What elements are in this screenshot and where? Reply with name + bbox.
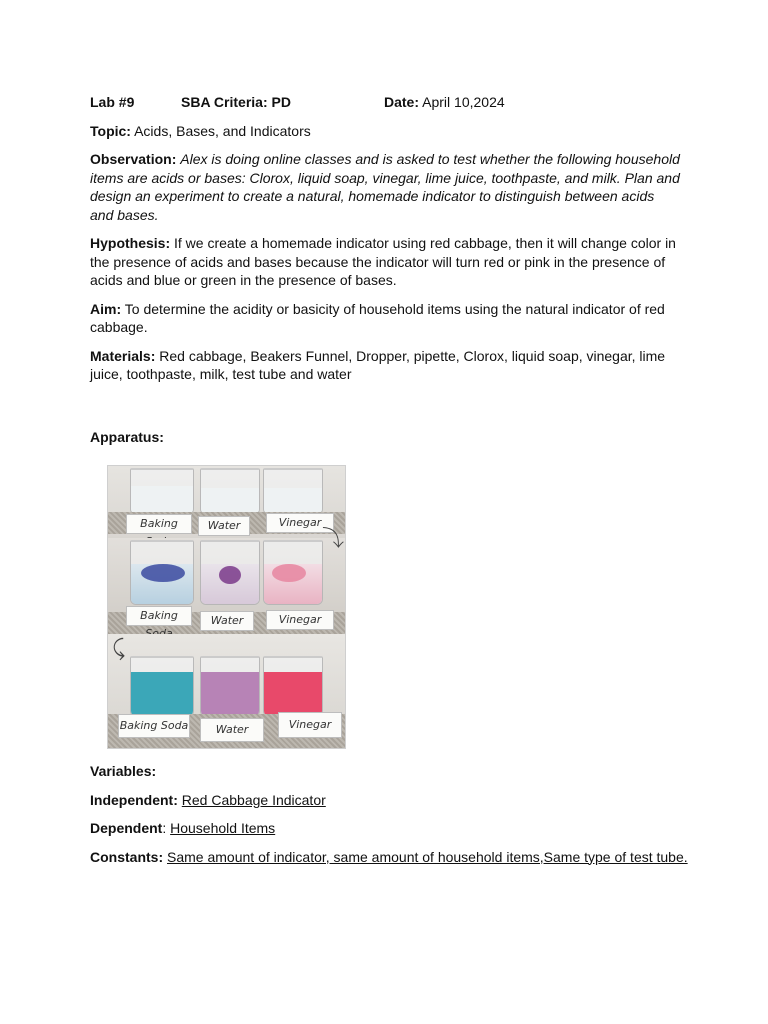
date-label: Date:	[384, 94, 420, 110]
hypothesis-text: If we create a homemade indicator using red cabbage, then it will change color in the presence of acids and bases because the indicator will turn red or pink in the presence of acids and blue or green in the presence of bases.	[90, 235, 676, 288]
observation-label: Observation:	[90, 151, 177, 167]
glass-vinegar-1	[263, 468, 323, 515]
dependent-value: Household Items	[170, 820, 276, 836]
variables-heading: Variables:	[90, 763, 157, 779]
report-header	[90, 93, 680, 112]
independent-label: Independent:	[90, 791, 178, 808]
topic-label: Topic:	[90, 122, 131, 139]
constants-value: Same amount of indicator, same amount of household items,Same type of test tube.	[167, 848, 688, 865]
photo-label-vinegar: Vinegar	[266, 610, 334, 630]
dependent-label: Dependent	[90, 820, 163, 836]
aim-paragraph	[90, 300, 680, 337]
aim-label: Aim:	[90, 300, 122, 317]
glass-water-2	[200, 540, 260, 605]
lab-report	[90, 93, 680, 394]
glass-vinegar-3	[263, 656, 323, 717]
sba-criteria: SBA Criteria: PD	[181, 94, 291, 110]
materials-text: Red cabbage, Beakers Funnel, Dropper, pipette, Clorox, liquid soap, vinegar, lime juice, toothpaste, milk, test tube and water	[90, 347, 666, 382]
materials-label: Materials:	[90, 347, 156, 364]
photo-label-vinegar: Vinegar	[266, 513, 334, 533]
independent-line	[90, 791, 690, 810]
topic-text: Acids, Bases, and Indicators	[134, 122, 311, 139]
variables-section	[90, 762, 690, 876]
photo-label-water: Water	[200, 718, 264, 742]
constants-label: Constants:	[90, 848, 164, 865]
independent-value: Red Cabbage Indicator	[181, 791, 326, 808]
glass-baking-soda-3	[130, 656, 194, 717]
photo-label-vinegar: Vinegar	[278, 712, 342, 738]
photo-label-water: Water	[200, 611, 254, 631]
aim-text: To determine the acidity or basicity of household items using the natural indicator of red cabbage.	[90, 300, 665, 335]
photo-label-baking-soda: Baking Soda	[118, 714, 190, 738]
glass-vinegar-2	[263, 540, 323, 605]
date-value: April 10,2024	[422, 94, 505, 110]
observation-text: Alex is doing online classes and is asked to test whether the following household items are acids or bases: Clorox, liquid soap, vinegar, lime juice, toothpaste, and milk. Plan and design an experiment to create a natural, homemade indicator to distinguish between acids and bases.	[90, 151, 680, 223]
photo-label-baking-soda: Baking	[126, 514, 192, 534]
photo-panel-results	[108, 634, 345, 748]
swirl-arrow-icon: ⤵	[322, 527, 345, 552]
lab-number: Lab #9	[90, 94, 135, 110]
photo-label-baking-soda: Baking	[126, 606, 192, 626]
glass-baking-soda-2	[130, 540, 194, 605]
constants-line	[90, 848, 690, 867]
materials-paragraph	[90, 347, 680, 384]
photo-panel-adding	[108, 527, 345, 634]
photo-label-water: Water	[198, 516, 250, 536]
topic-line	[90, 122, 680, 141]
swirl-arrow-icon: ⤹	[112, 636, 126, 661]
date-line	[384, 93, 505, 112]
dependent-line	[90, 819, 690, 838]
hypothesis-paragraph	[90, 234, 680, 290]
dependent-colon: :	[162, 820, 167, 836]
glass-baking-soda-1	[130, 468, 194, 515]
apparatus-heading: Apparatus:	[90, 429, 164, 445]
glass-water-1	[200, 468, 260, 515]
glass-water-3	[200, 656, 260, 717]
photo-panel-before	[108, 466, 345, 538]
hypothesis-label: Hypothesis:	[90, 235, 171, 251]
observation-paragraph	[90, 150, 680, 224]
apparatus-photo	[107, 465, 346, 749]
